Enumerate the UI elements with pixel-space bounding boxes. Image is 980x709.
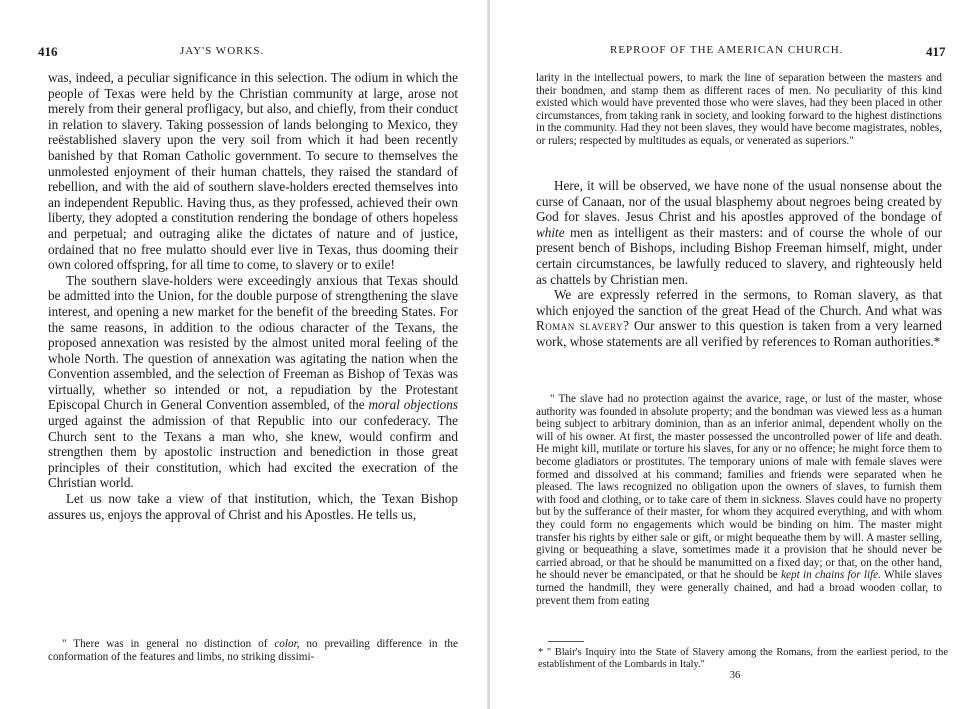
footnote-rule xyxy=(548,641,584,642)
text-run: " The slave had no protection against the avarice, rage, or lust of the master, whose authority was founded in absolute property; and the bondman was viewed less as a human being subject to arbitrary dominion, than as an inferior animal, dependent wholly on the will of his owner. At first, the master possessed the uncontrolled power of life and death. He might kill, mutilate or torture his slaves, for any or no offence; he might force them to become gladiators or prostitutes. The temporary unions of male with female slaves were formed and dissolved at his command; families and friends were separated when he pleased. The laws recognized no obligation upon the owners of slaves, to furnish them with food and clothing, or to take care of them in sickness. Slaves could have no property but by the sufferance of their master, for whom they acquired everything, and with whom they could form no engagements which would be binding on him. The master might transfer his rights by either sale or gift, or might bequeathe them by will. A master selling, giving or bequeathing a slave, sometimes made it a provision that he should never be carried abroad, or that he should be manumitted on a fixed day; or that, on the other hand, he should never be emancipated, or that he should be xyxy=(536,393,942,582)
right-page-number-wrap xyxy=(926,44,946,60)
text-run: men as intelligent as their masters: and of course the whole of our present bench of Bishops, including Bishop Freeman himself, might, under certain circumstances, be lawfully reduced to slavery, and righteously held as chattels by Christian men. xyxy=(536,224,943,287)
right-running-head xyxy=(610,44,940,56)
right-page xyxy=(490,0,980,709)
left-running-head xyxy=(38,44,456,60)
text-run: " There was in general no distinction of xyxy=(62,638,268,650)
text-run: While slaves turned the handmill, they were generally chained, and had a broad wooden collar, to prevent them from eating xyxy=(536,569,942,607)
paragraph: was, indeed, a peculiar significance in this selection. The odium in which the people of Texas were held by the Christian community at large, arose not merely from their general profligacy, but also, and chiefly, from their conduct in relation to slavery. Taking possession of lands belonging to Mexico, they reëstablished slavery upon the very soil from which it had been recently banished by that Roman Catholic government. To secure to themselves the unmolested enjoyment of their human chattels, they raised the standard of rebellion, and with the aid of southern slave-holders erected themselves into an independent Republic. Having thus, as they professed, achieved their own liberty, they adopted a constitution rendering the bondage of others hopeless and perpetual; and outraging alike the dictates of nature and of justice, ordained that no free mulatto should ever live in Texas, thus dooming their own colored offspring, for all time to come, to slavery or to exile! xyxy=(48,70,458,273)
left-block-quote xyxy=(48,638,458,663)
quote-paragraph xyxy=(48,638,458,663)
text-run: Our answer to this question is taken from a very learned work, whose statements are all verified by references to Roman authorities.* xyxy=(536,318,943,349)
emphasis: kept in chains for life. xyxy=(781,569,881,582)
left-running-title: JAY'S WORKS. xyxy=(180,45,265,57)
right-quote-continuation xyxy=(536,72,942,148)
emphasis: white xyxy=(536,224,565,240)
emphasis: color, xyxy=(274,638,300,650)
text-run: The southern slave-holders were exceedingly anxious that Texas should be admitted into the Union, for the double purpose of strengthening the slave interest, and opening a new market for the benefit of the breeding States. For the same reasons, in addition to the odious character of the Texans, the proposed annexation was resisted by the almost united moral feeling of the whole North. The question of annexation was agitating the nation when the Convention assembled, and the selection of Freeman as Bishop of Texas was virtually, whether so intended or not, a repudiation by the Protestant Episcopal Church in General Convention assembled, of the xyxy=(48,272,458,413)
text-run: Here, it will be observed, we have none of the usual nonsense about the curse of Canaan, nor of the usual blasphemy about negroes being created by God for slaves. Jesus Christ and his apostles approved of the bondage of xyxy=(536,178,942,225)
text-run: urged against the admission of that Republic into our confederacy. The Church sent to the Texans a man who, she knew, would confirm and strengthen them by apostolic instruction and benediction in those great principles of their constitution, which had excited the execration of the Christian world. xyxy=(48,413,458,491)
text-run: We are expressly referred in the sermons, to Roman slavery, as that which enjoyed the sanction of the great Head of the Church. And what was xyxy=(536,287,942,318)
right-block-quote xyxy=(536,393,942,607)
right-page-number: 417 xyxy=(926,44,946,59)
left-body-text xyxy=(48,70,458,522)
quote-paragraph xyxy=(536,393,942,607)
right-running-title: REPROOF OF THE AMERICAN CHURCH. xyxy=(610,44,844,56)
small-caps-term: Roman slavery? xyxy=(536,318,630,334)
signature-folio: 36 xyxy=(729,670,741,681)
left-page-number: 416 xyxy=(38,44,58,59)
right-body-text xyxy=(536,178,942,350)
footnote: * " Blair's Inquiry into the State of Slavery among the Romans, from the earliest period, to the establishment of the Lombards in Italy." xyxy=(538,647,948,670)
paragraph: Let us now take a view of that institution, which, the Texan Bishop assures us, enjoys the approval of Christ and his Apostles. He tells us, xyxy=(48,491,458,522)
quote-paragraph: larity in the intellectual powers, to mark the line of separation between the masters and their bondmen, and stamp them as different races of men. No peculiarity of this kind existed which would have prevented those who were slaves, had they been placed in other circumstances, from taking rank in society, and looking forward to the highest distinctions in the community. Had they not been slaves, they would have become magistrates, nobles, or rulers; respected by multitudes as equals, or venerated as superiors." xyxy=(536,72,942,147)
text-run: no prevailing difference in the conformation of the features and limbs, no striking dissimi- xyxy=(48,638,458,663)
paragraph xyxy=(536,287,942,349)
paragraph xyxy=(536,178,942,287)
paragraph xyxy=(48,273,458,491)
emphasis: moral objections xyxy=(368,397,458,413)
left-page xyxy=(0,0,488,709)
